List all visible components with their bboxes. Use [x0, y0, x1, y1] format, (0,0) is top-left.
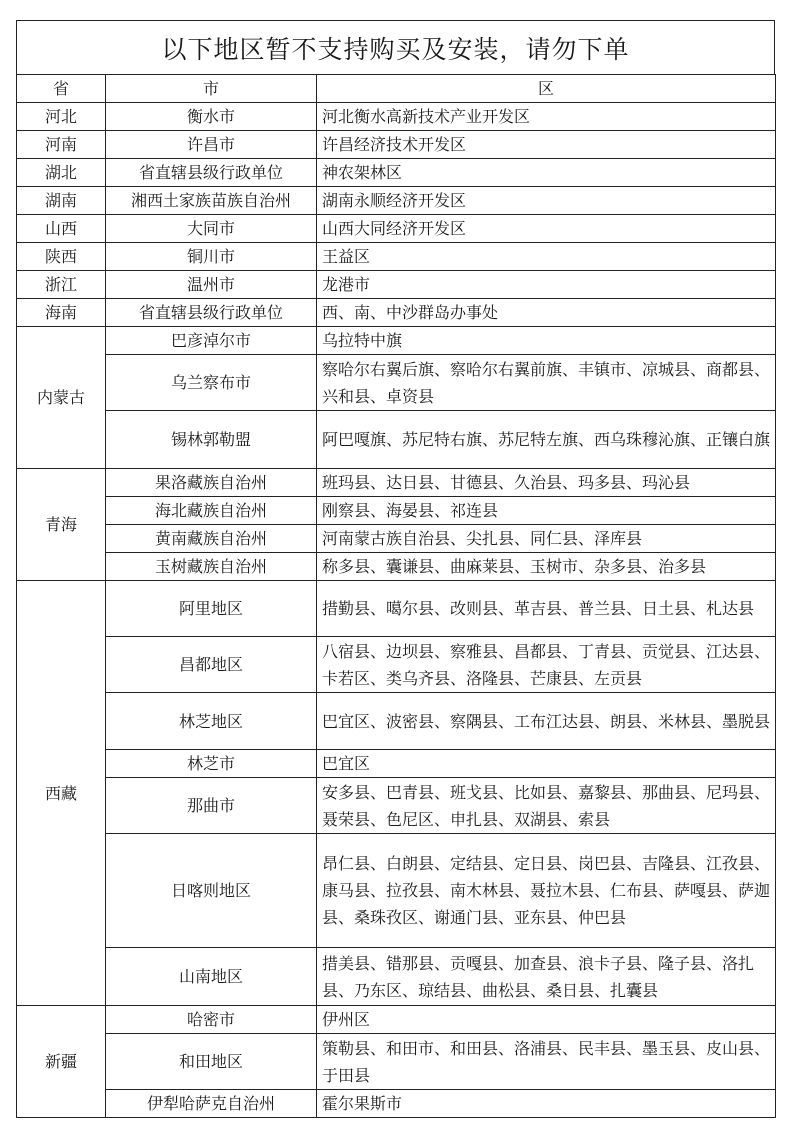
table-row: [17, 693, 776, 750]
district-cell: 安多县、巴青县、班戈县、比如县、嘉黎县、那曲县、尼玛县、聂荣县、色尼区、申扎县、双湖县、索县: [317, 778, 776, 834]
province-cell: 山西: [17, 215, 106, 243]
table-row: [17, 469, 776, 497]
province-cell: 湖南: [17, 187, 106, 215]
restricted-regions-sheet: [16, 20, 775, 1118]
city-cell: 果洛藏族自治州: [106, 469, 317, 497]
district-cell: 措勤县、噶尔县、改则县、革吉县、普兰县、日土县、札达县: [317, 581, 776, 637]
table-row: [17, 1006, 776, 1034]
district-cell: 龙港市: [317, 271, 776, 299]
city-cell: 哈密市: [106, 1006, 317, 1034]
table-row: [17, 948, 776, 1006]
district-cell: 河南蒙古族自治县、尖扎县、同仁县、泽库县: [317, 525, 776, 553]
district-cell: 神农架林区: [317, 159, 776, 187]
table-row: [17, 243, 776, 271]
city-cell: 昌都地区: [106, 637, 317, 693]
district-cell: 刚察县、海晏县、祁连县: [317, 497, 776, 525]
city-cell: 温州市: [106, 271, 317, 299]
district-cell: 称多县、囊谦县、曲麻莱县、玉树市、杂多县、治多县: [317, 553, 776, 581]
district-cell: 湖南永顺经济开发区: [317, 187, 776, 215]
city-cell: 省直辖县级行政单位: [106, 159, 317, 187]
city-cell: 许昌市: [106, 131, 317, 159]
city-cell: 日喀则地区: [106, 834, 317, 948]
city-cell: 林芝地区: [106, 693, 317, 750]
city-cell: 大同市: [106, 215, 317, 243]
table-row: [17, 131, 776, 159]
header-row: [17, 75, 776, 103]
district-cell: 霍尔果斯市: [317, 1090, 776, 1118]
district-cell: 河北衡水高新技术产业开发区: [317, 103, 776, 131]
table-row: [17, 750, 776, 778]
table-row: [17, 581, 776, 637]
district-cell: 伊州区: [317, 1006, 776, 1034]
city-cell: 黄南藏族自治州: [106, 525, 317, 553]
district-cell: 王益区: [317, 243, 776, 271]
district-header: 区: [317, 75, 776, 103]
district-cell: 班玛县、达日县、甘德县、久治县、玛多县、玛沁县: [317, 469, 776, 497]
province-cell: 新疆: [17, 1006, 106, 1118]
province-cell: 内蒙古: [17, 327, 106, 469]
city-cell: 巴彦淖尔市: [106, 327, 317, 355]
table-row: [17, 187, 776, 215]
table-row: [17, 1090, 776, 1118]
city-header: 市: [106, 75, 317, 103]
table-body: [17, 103, 776, 1118]
table-row: [17, 159, 776, 187]
district-cell: 八宿县、边坝县、察雅县、昌都县、丁青县、贡觉县、江达县、卡若区、类乌齐县、洛隆县、芒康县、左贡县: [317, 637, 776, 693]
table-row: [17, 215, 776, 243]
table-row: [17, 637, 776, 693]
city-cell: 和田地区: [106, 1034, 317, 1090]
district-cell: 山西大同经济开发区: [317, 215, 776, 243]
district-cell: 许昌经济技术开发区: [317, 131, 776, 159]
table-row: [17, 411, 776, 469]
page-title: 以下地区暂不支持购买及安装，请勿下单: [16, 20, 775, 74]
city-cell: 山南地区: [106, 948, 317, 1006]
province-cell: 河北: [17, 103, 106, 131]
regions-table: [16, 74, 776, 1118]
province-cell: 浙江: [17, 271, 106, 299]
city-cell: 那曲市: [106, 778, 317, 834]
city-cell: 衡水市: [106, 103, 317, 131]
city-cell: 海北藏族自治州: [106, 497, 317, 525]
city-cell: 铜川市: [106, 243, 317, 271]
province-cell: 西藏: [17, 581, 106, 1006]
province-cell: 海南: [17, 299, 106, 327]
district-cell: 乌拉特中旗: [317, 327, 776, 355]
city-cell: 林芝市: [106, 750, 317, 778]
district-cell: 昂仁县、白朗县、定结县、定日县、岗巴县、吉隆县、江孜县、康马县、拉孜县、南木林县、聂拉木县、仁布县、萨嘎县、萨迦县、桑珠孜区、谢通门县、亚东县、仲巴县: [317, 834, 776, 948]
district-cell: 阿巴嘎旗、苏尼特右旗、苏尼特左旗、西乌珠穆沁旗、正镶白旗: [317, 411, 776, 469]
table-row: [17, 834, 776, 948]
province-header: 省: [17, 75, 106, 103]
city-cell: 湘西土家族苗族自治州: [106, 187, 317, 215]
district-cell: 西、南、中沙群岛办事处: [317, 299, 776, 327]
district-cell: 巴宜区、波密县、察隅县、工布江达县、朗县、米林县、墨脱县: [317, 693, 776, 750]
table-row: [17, 271, 776, 299]
district-cell: 察哈尔右翼后旗、察哈尔右翼前旗、丰镇市、凉城县、商都县、兴和县、卓资县: [317, 355, 776, 411]
province-cell: 湖北: [17, 159, 106, 187]
table-row: [17, 497, 776, 525]
city-cell: 阿里地区: [106, 581, 317, 637]
district-cell: 策勒县、和田市、和田县、洛浦县、民丰县、墨玉县、皮山县、于田县: [317, 1034, 776, 1090]
city-cell: 锡林郭勒盟: [106, 411, 317, 469]
city-cell: 玉树藏族自治州: [106, 553, 317, 581]
table-row: [17, 327, 776, 355]
city-cell: 伊犁哈萨克自治州: [106, 1090, 317, 1118]
table-row: [17, 299, 776, 327]
province-cell: 陕西: [17, 243, 106, 271]
city-cell: 乌兰察布市: [106, 355, 317, 411]
table-row: [17, 355, 776, 411]
table-row: [17, 553, 776, 581]
table-row: [17, 525, 776, 553]
province-cell: 河南: [17, 131, 106, 159]
city-cell: 省直辖县级行政单位: [106, 299, 317, 327]
table-row: [17, 778, 776, 834]
table-row: [17, 1034, 776, 1090]
table-row: [17, 103, 776, 131]
province-cell: 青海: [17, 469, 106, 581]
district-cell: 巴宜区: [317, 750, 776, 778]
district-cell: 措美县、错那县、贡嘎县、加查县、浪卡子县、隆子县、洛扎县、乃东区、琼结县、曲松县、桑日县、扎囊县: [317, 948, 776, 1006]
